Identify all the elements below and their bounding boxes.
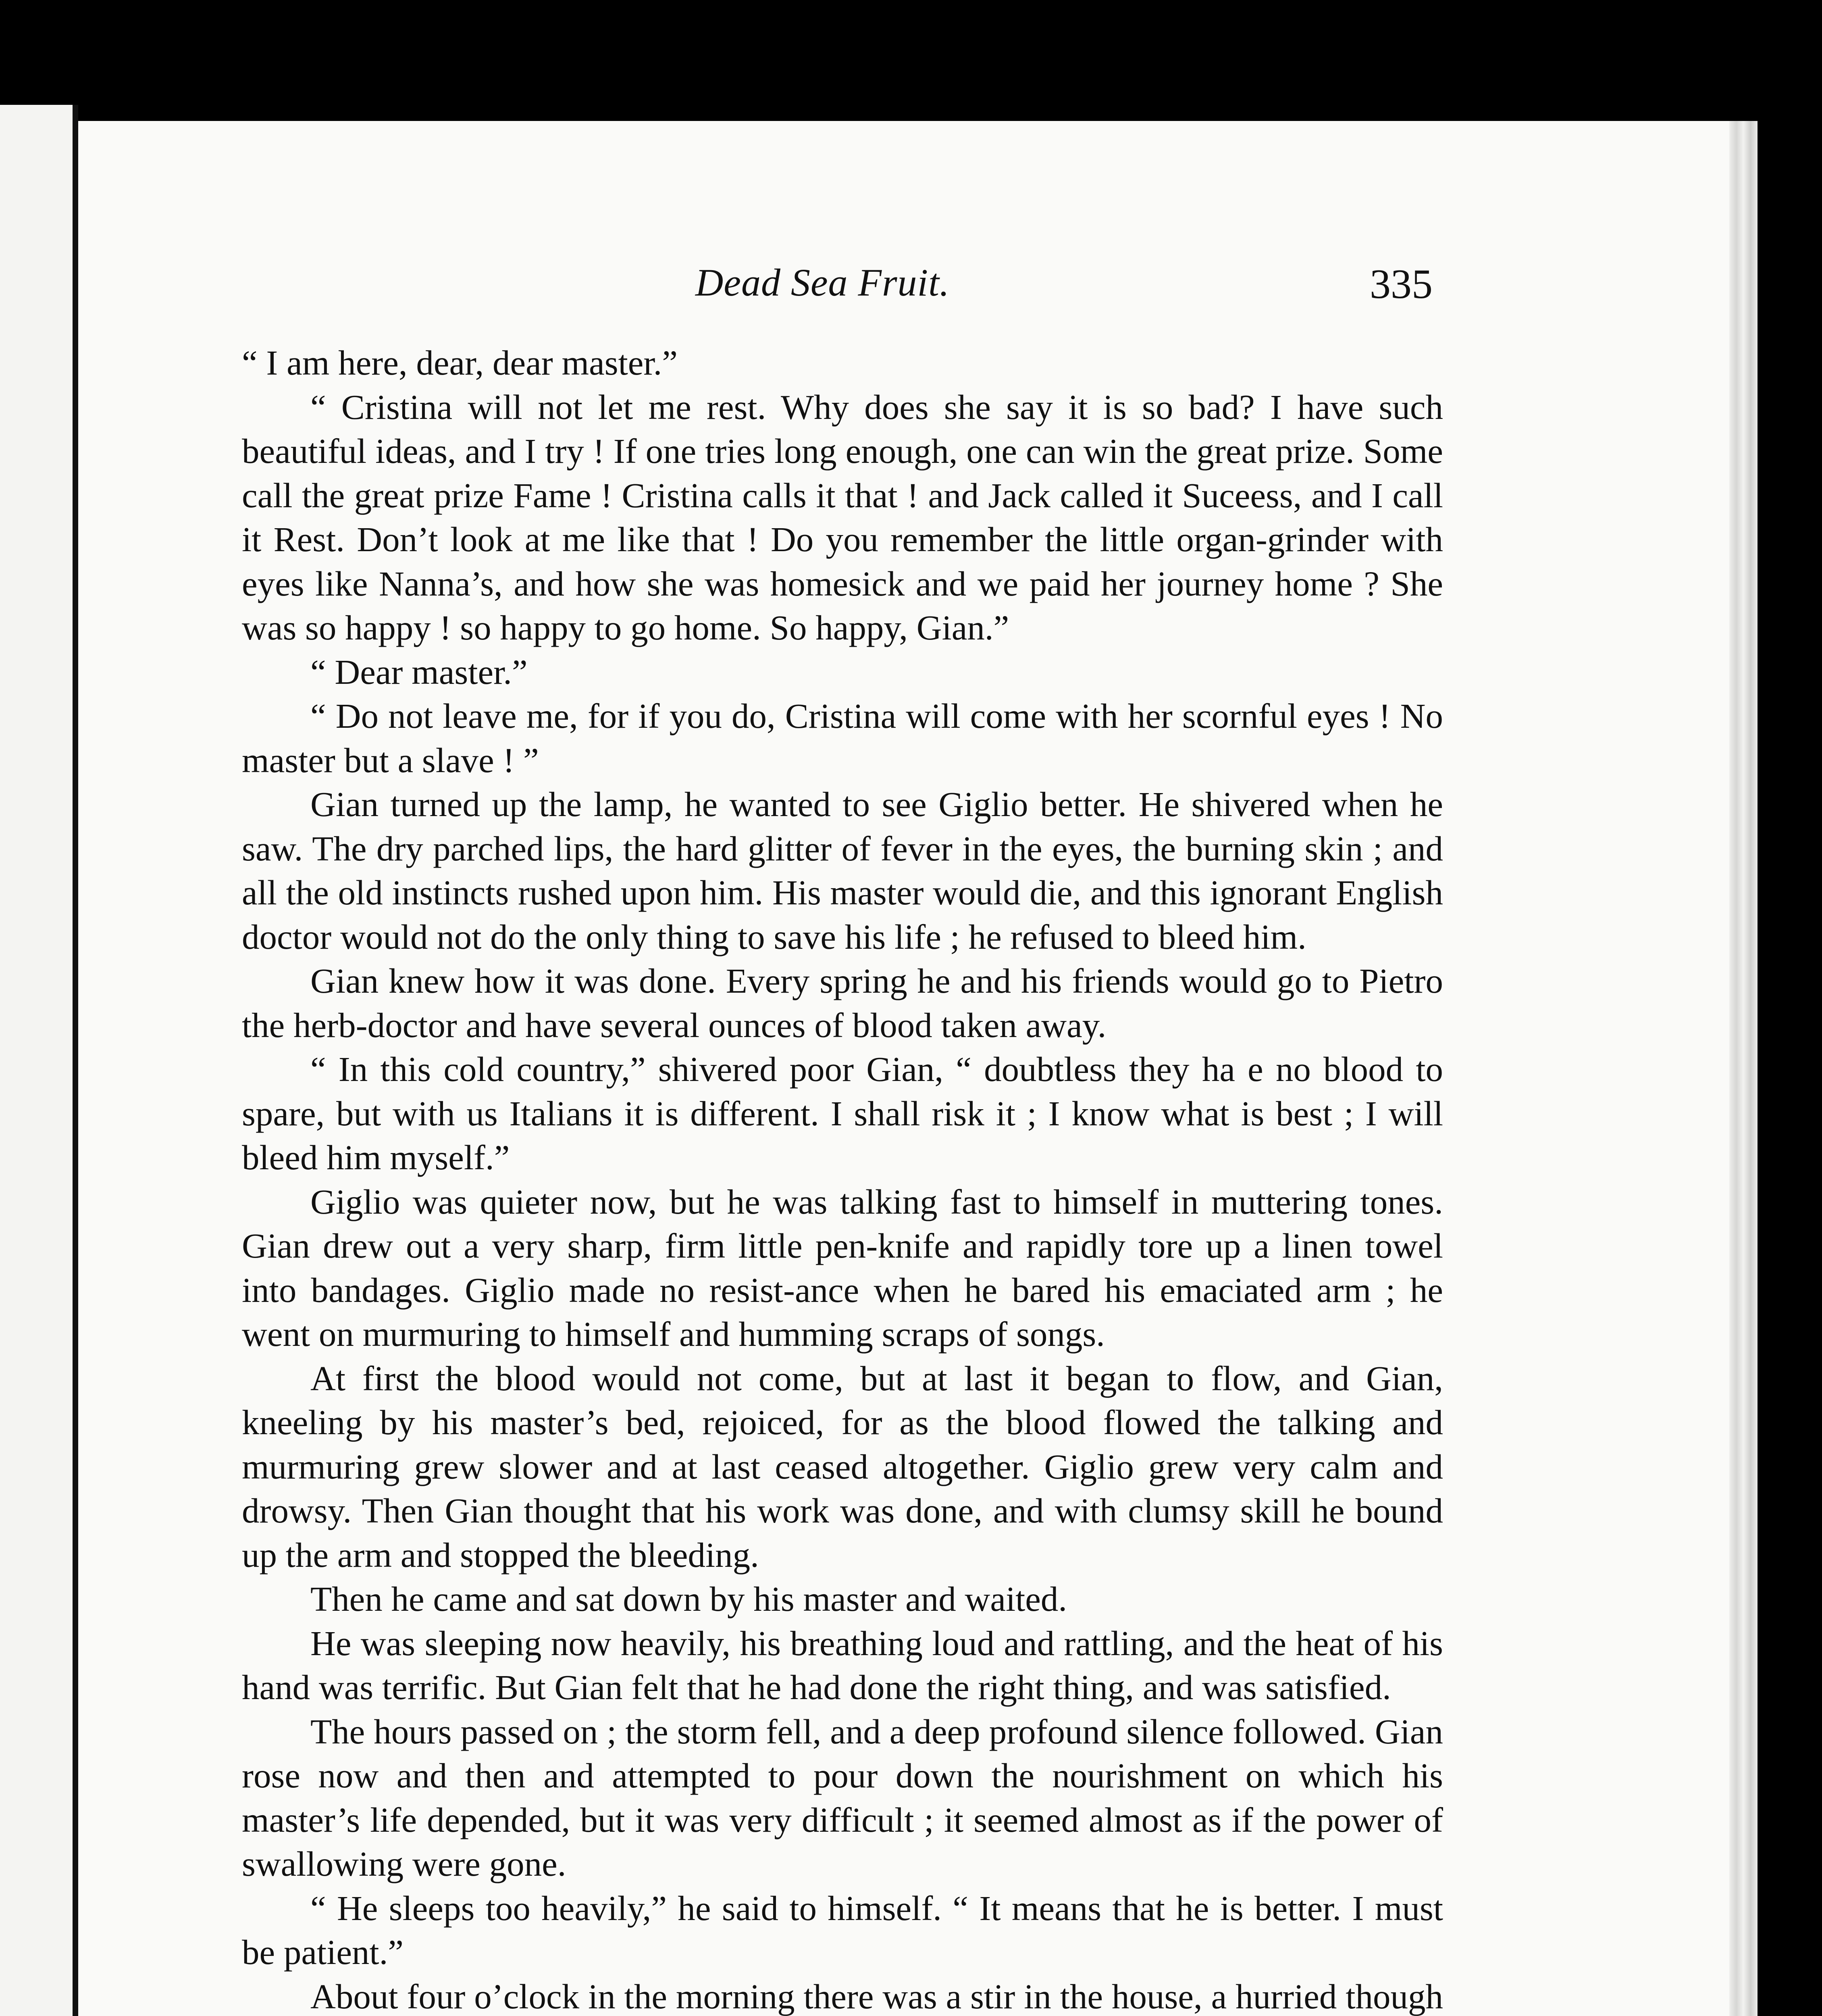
- paragraph: “ In this cold country,” shivered poor Gian, “ doubtless they ha e no blood to spare, but with us Italians it is different. I shall risk it ; I know what is best ; I will bleed him myself.”: [242, 1050, 1443, 1177]
- facing-page-edge: [0, 105, 73, 2016]
- page-stack-edge: [1729, 121, 1758, 2016]
- running-title: Dead Sea Fruit.: [695, 261, 950, 304]
- paragraph: He was sleeping now heavily, his breathing loud and rattling, and the heat of his hand was terrific. But Gian felt that he had done the right thing, and was satisfied.: [242, 1623, 1443, 1707]
- paragraph: Giglio was quieter now, but he was talking fast to himself in muttering tones. Gian drew out a very sharp, firm little pen-knife and rapidly tore up a linen towel into bandages. Giglio made no resist-ance when he bared his emaciated arm ; he went on murmuring to himself and humming scraps of songs.: [242, 1182, 1443, 1354]
- paragraph: About four o’clock in the morning there was a stir in the house, a hurried though: [310, 1976, 1443, 2016]
- paragraph: “ Do not leave me, for if you do, Cristina will come with her scornful eyes ! No master but a slave ! ”: [242, 696, 1443, 780]
- book-gutter: [73, 105, 78, 2016]
- paragraph: Gian knew how it was done. Every spring he and his friends would go to Pietro the herb-doctor and have several ounces of blood taken away.: [242, 961, 1443, 1045]
- paragraph: “ I am here, dear, dear master.”: [242, 343, 678, 382]
- paragraph: “ Dear master.”: [310, 652, 528, 691]
- paragraph: The hours passed on ; the storm fell, and a deep profound silence followed. Gian rose now and then and attempted to pour down the nourishment on which his master’s life depended, but it was very difficult ; it seemed almost as if the power of swallowing were gone.: [242, 1712, 1443, 1883]
- paragraph: “ Cristina will not let me rest. Why does she say it is so bad? I have such beautiful ideas, and I try ! If one tries long enough, one can win the great prize. Some call the great prize Fame ! Cristina calls it that ! and Jack called it Suceess, and I call it Rest. Don’t look at me like that ! Do you remember the little organ-grinder with eyes like Nanna’s, and how she was homesick and we paid her journey home ? She was so happy ! so happy to go home. So happy, Gian.”: [242, 387, 1443, 647]
- paragraph: Gian turned up the lamp, he wanted to see Giglio better. He shivered when he saw. The dry parched lips, the hard glitter of fever in the eyes, the burning skin ; and all the old instincts rushed upon him. His master would die, and this ignorant English doctor would not do the only thing to save his life ; he refused to bleed him.: [242, 785, 1443, 956]
- page-number: 335: [1370, 261, 1433, 307]
- paragraph: Then he came and sat down by his master and waited.: [310, 1579, 1067, 1618]
- paragraph: At first the blood would not come, but at last it began to flow, and Gian, kneeling by his master’s bed, rejoiced, for as the blood flowed the talking and murmuring grew slower and at last ceased altogether. Giglio grew very calm and drowsy. Then Gian thought that his work was done, and with clumsy skill he bound up the arm and stopped the bleeding.: [242, 1358, 1443, 1574]
- paragraph: “ He sleeps too heavily,” he said to himself. “ It means that he is better. I must be patient.”: [242, 1888, 1443, 1972]
- body-text: [242, 341, 1443, 2016]
